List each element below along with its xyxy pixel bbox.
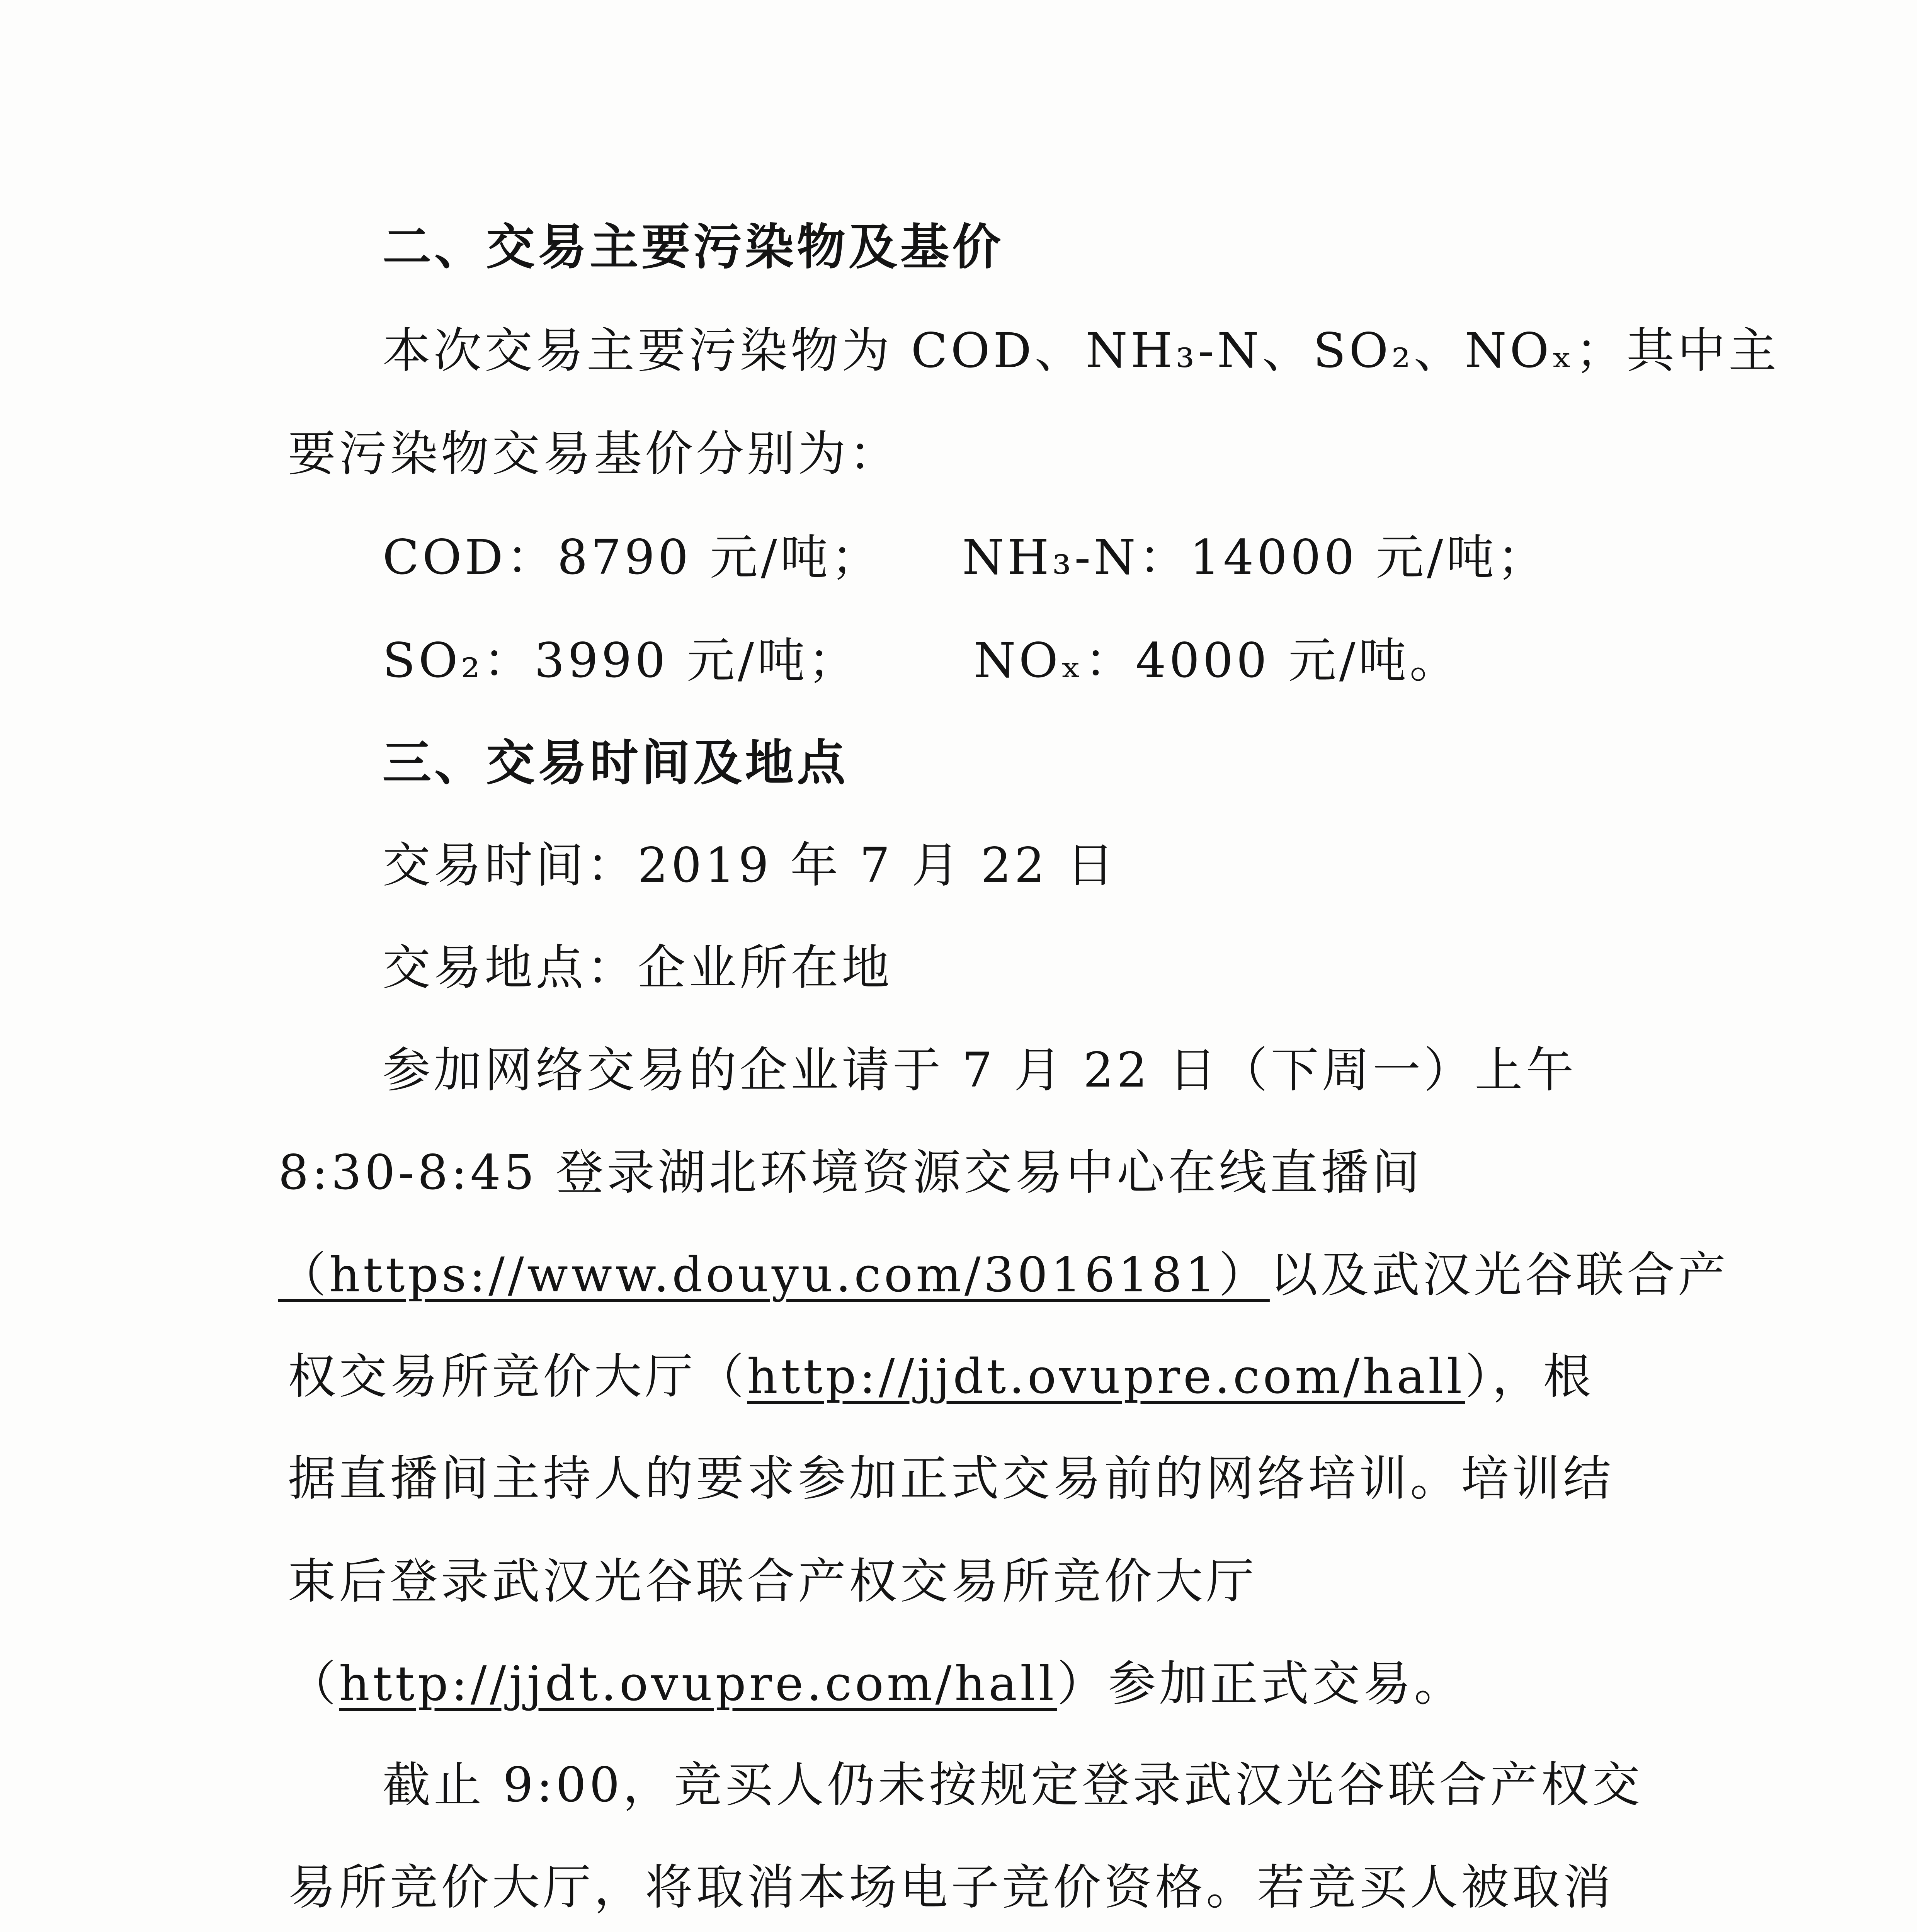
trade-time: 交易时间：2019 年 7 月 22 日 bbox=[383, 838, 1118, 893]
paragraph-line: 据直播间主持人的要求参加正式交易前的网络培训。培训结 bbox=[288, 1451, 1614, 1507]
paragraph-text: ），根 bbox=[1465, 1349, 1594, 1405]
paragraph-line: 参加网络交易的企业请于 7 月 22 日（下周一）上午 bbox=[383, 1043, 1577, 1098]
price-cod: COD：8790 元/吨； bbox=[383, 530, 882, 585]
paragraph-text: 以及武汉光谷联合产 bbox=[1269, 1247, 1729, 1303]
paragraph-line bbox=[278, 1246, 1729, 1304]
price-nh3n: NH₃-N：14000 元/吨； bbox=[962, 530, 1548, 585]
section-2-intro-line-2: 要污染物交易基价分别为： bbox=[288, 426, 900, 482]
douyu-live-link[interactable]: （https://www.douyu.com/3016181） bbox=[278, 1247, 1270, 1303]
price-so2: SO₂：3990 元/吨； bbox=[383, 633, 859, 689]
paragraph-text: （ bbox=[288, 1656, 339, 1712]
paragraph-text: ）参加正式交易。 bbox=[1057, 1656, 1465, 1712]
paragraph-line: 截止 9:00，竞买人仍未按规定登录武汉光谷联合产权交 bbox=[383, 1757, 1643, 1813]
section-2-heading: 二、交易主要污染物及基价 bbox=[383, 219, 1004, 276]
paragraph-line: 束后登录武汉光谷联合产权交易所竞价大厅 bbox=[288, 1554, 1257, 1609]
section-2-intro-line-1: 本次交易主要污染物为 COD、NH₃-N、SO₂、NOₓ；其中主 bbox=[383, 323, 1780, 379]
paragraph-text: 权交易所竞价大厅（ bbox=[288, 1349, 747, 1405]
paragraph-line bbox=[288, 1348, 1594, 1406]
section-3-heading: 三、交易时间及地点 bbox=[383, 735, 849, 791]
paragraph-line: 8:30-8:45 登录湖北环境资源交易中心在线直播间 bbox=[278, 1145, 1423, 1201]
paragraph-line: 易所竞价大厅，将取消本场电子竞价资格。若竞买人被取消 bbox=[288, 1860, 1614, 1915]
bidding-hall-link[interactable]: http://jjdt.ovupre.com/hall bbox=[339, 1656, 1057, 1712]
price-nox: NOₓ：4000 元/吨。 bbox=[974, 633, 1461, 689]
trade-place: 交易地点：企业所在地 bbox=[383, 940, 893, 996]
paragraph-line bbox=[288, 1655, 1465, 1713]
bidding-hall-link[interactable]: http://jjdt.ovupre.com/hall bbox=[747, 1349, 1465, 1405]
